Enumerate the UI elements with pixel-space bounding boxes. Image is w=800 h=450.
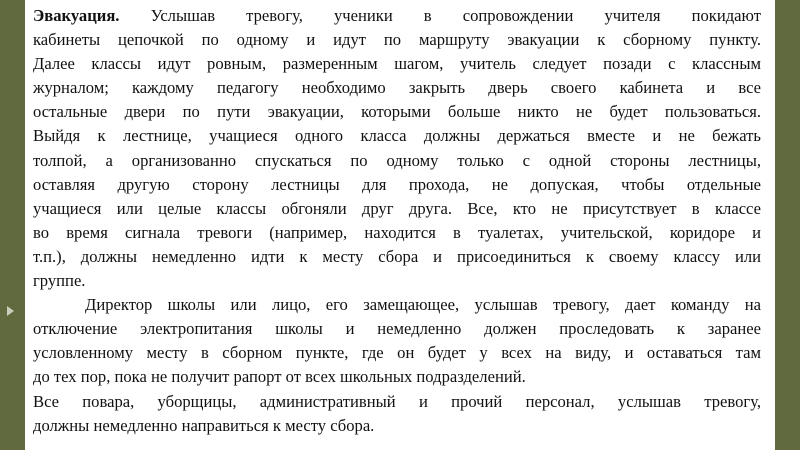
text-line-14: отключение электропитания школы и немедленно должен проследовать к заранее xyxy=(33,319,761,339)
text-line-13: Директор школы или лицо, его замещающее, услышав тревогу, дает команду на xyxy=(85,295,761,315)
slide-body-text xyxy=(33,4,761,438)
text-line-8: оставляя другую сторону лестницы для прохода, не допуская, чтобы отдельные xyxy=(33,174,761,194)
text-line-3: Далее классы идут ровным, размеренным шагом, учитель следует позади с классным xyxy=(33,54,761,74)
text-line-1: Эвакуация. Услышав тревогу, ученики в сопровождении учителя покидают xyxy=(33,6,761,25)
bullet-arrow-icon xyxy=(7,306,14,316)
text-line-18: должны немедленно направиться к месту сбора. xyxy=(33,415,375,435)
section-heading: Эвакуация. xyxy=(33,6,120,25)
text-line-11: т.п.), должны немедленно идти к месту сбора и присоединиться к своему классу или xyxy=(33,246,761,266)
text-line-2: кабинеты цепочкой по одному и идут по маршруту эвакуации к сборному пункту. xyxy=(33,30,761,50)
text-line-15: условленному месту в сборном пункте, где он будет у всех на виду, и оставаться там xyxy=(33,343,761,363)
text-line-10: во время сигнала тревоги (например, находится в туалетах, учительской, коридоре и xyxy=(33,222,761,242)
text-line-9: учащиеся или целые классы обгоняли друг друга. Все, кто не присутствует в классе xyxy=(33,198,761,218)
left-side-panel xyxy=(0,0,25,450)
text-line-4: журналом; каждому педагогу необходимо закрыть дверь своего кабинета и все xyxy=(33,78,761,98)
right-side-panel xyxy=(775,0,800,450)
text-line-12: группе. xyxy=(33,271,86,291)
text-line-6: Выйдя к лестнице, учащиеся одного класса должны держаться вместе и не бежать xyxy=(33,126,761,146)
text-line-7: толпой, а организованно спускаться по одному только с одной стороны лестницы, xyxy=(33,150,761,170)
text-line-17: Все повара, уборщицы, административный и прочий персонал, услышав тревогу, xyxy=(33,391,761,411)
text-line-5: остальные двери по пути эвакуации, которыми больше никто не будет пользоваться. xyxy=(33,102,761,122)
text-line-16: до тех пор, пока не получит рапорт от всех школьных подразделений. xyxy=(33,367,526,387)
